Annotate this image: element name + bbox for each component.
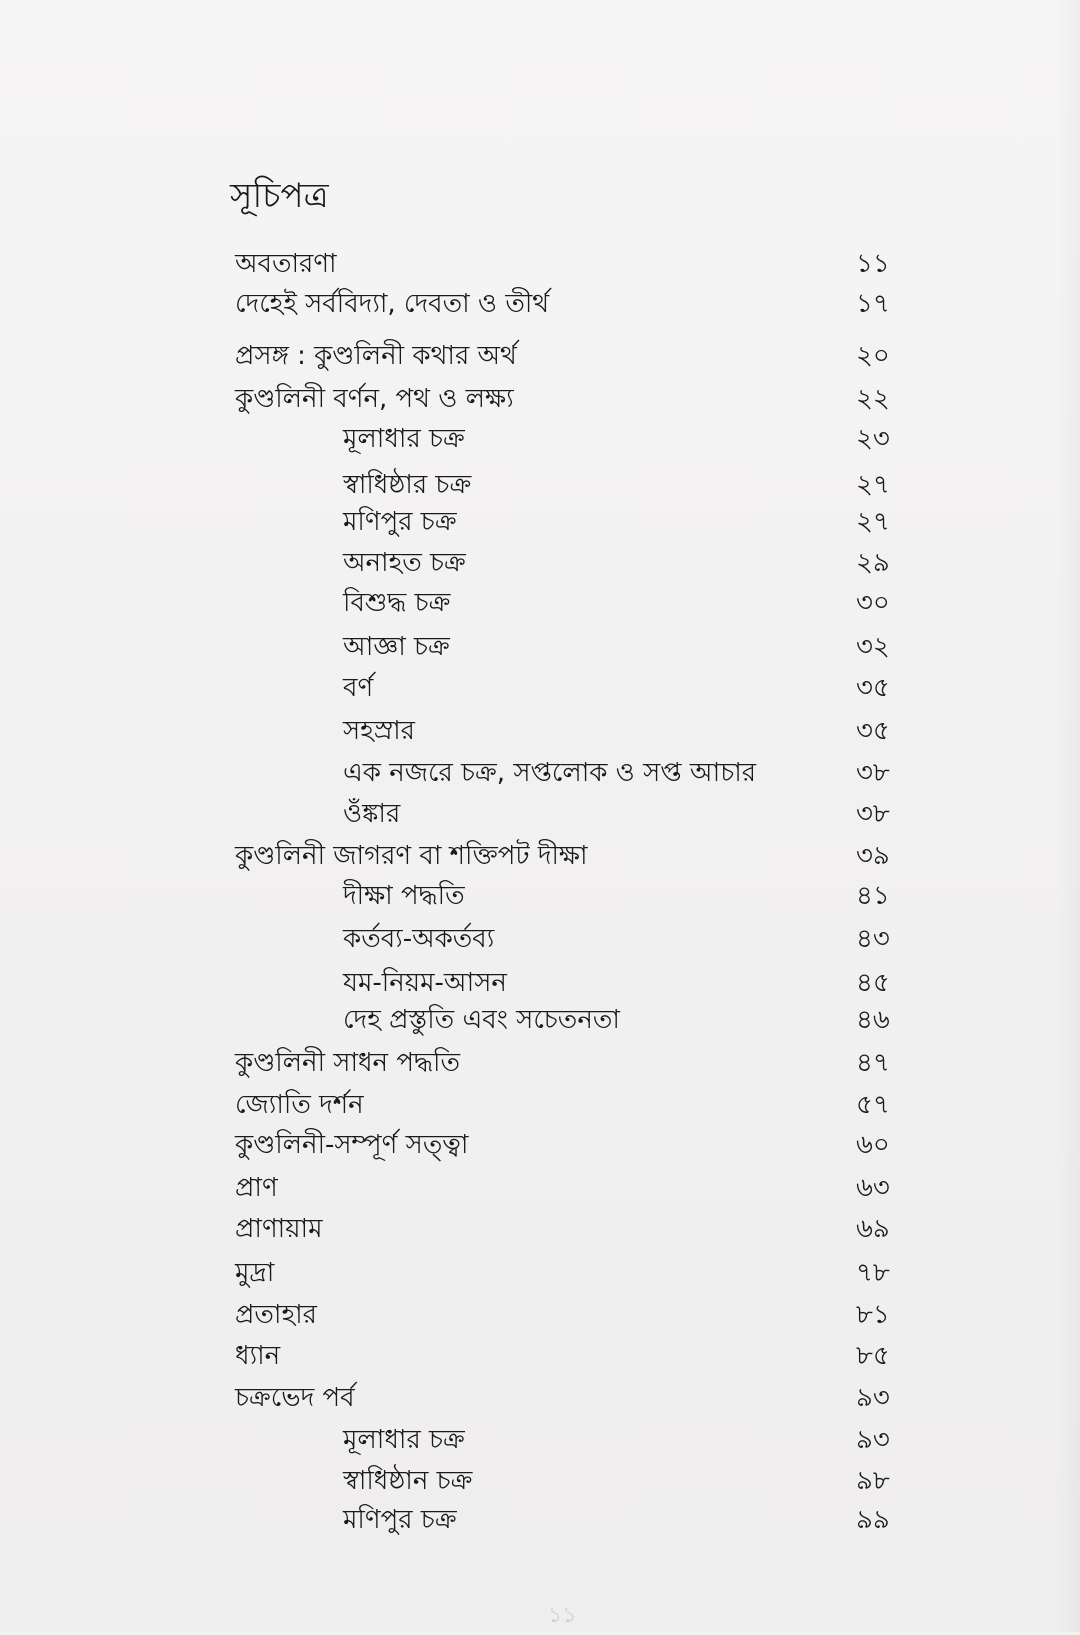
toc-entry-label: দেহ প্রস্তুতি এবং সচেতনতা (343, 1005, 620, 1035)
toc-entry-page: ৩৯ (856, 841, 890, 871)
toc-entry-label: মণিপুর চক্র (343, 1505, 457, 1535)
toc-entry-page: ১১ (856, 249, 890, 279)
toc-entry-label: মণিপুর চক্র (343, 507, 457, 537)
toc-entry-page: ৩৫ (856, 673, 890, 703)
toc-entry-page: ২৯ (856, 548, 890, 578)
toc-entry-page: ২৭ (856, 470, 890, 500)
toc-entry-label: প্রসঙ্গ : কুণ্ডলিনী কথার অর্থ (235, 341, 517, 371)
toc-entry-label: প্রাণায়াম (235, 1214, 323, 1244)
toc-entry-page: ৮৫ (856, 1341, 890, 1371)
toc-entry-label: যম-নিয়ম-আসন (343, 968, 507, 998)
toc-entry-label: সহস্রার (343, 716, 415, 746)
toc-entry-page: ২৭ (856, 507, 890, 537)
toc-entry-label: দেহেই সর্ববিদ্যা, দেবতা ও তীর্থ (235, 289, 550, 319)
toc-entry-label: দীক্ষা পদ্ধতি (343, 881, 465, 911)
page-number: ১১ (548, 1603, 577, 1628)
toc-entry-label: ওঁঙ্কার (343, 799, 401, 829)
toc-entry-page: ৪৬ (856, 1005, 890, 1035)
toc-entry-label: কুণ্ডলিনী-সম্পূর্ণ সত্ত্বা (235, 1130, 469, 1160)
toc-entry-page: ৪৭ (856, 1048, 890, 1078)
toc-entry-label: অবতারণা (235, 249, 337, 279)
toc-entry-label: স্বাধিষ্ঠান চক্র (343, 1466, 473, 1496)
toc-entry-label: আজ্ঞা চক্র (343, 632, 450, 662)
toc-entry-label: মূলাধার চক্র (343, 1425, 465, 1455)
toc-entry-label: বর্ণ (343, 673, 374, 703)
toc-entry-label: কুণ্ডলিনী জাগরণ বা শক্তিপট দীক্ষা (235, 841, 588, 871)
toc-entry-page: ১৭ (856, 289, 890, 319)
toc-entry-label: মূলাধার চক্র (343, 424, 465, 454)
toc-entry-label: কুণ্ডলিনী সাধন পদ্ধতি (235, 1048, 461, 1078)
toc-entry-page: ৯৩ (856, 1383, 890, 1413)
toc-entry-page: ২২ (856, 384, 890, 414)
toc-entry-label: জ্যোতি দর্শন (235, 1090, 364, 1120)
toc-entry-page: ৪৩ (856, 924, 890, 954)
toc-entry-label: স্বাধিষ্ঠার চক্র (343, 470, 472, 500)
toc-entry-page: ৮১ (856, 1300, 890, 1330)
toc-entry-page: ৩২ (856, 632, 890, 662)
toc-entry-label: অনাহত চক্র (343, 548, 466, 578)
toc-entry-page: ৯৩ (856, 1425, 890, 1455)
toc-entry-page: ৫৭ (856, 1090, 890, 1120)
toc-entry-page: ৯৮ (856, 1466, 890, 1496)
toc-entry-page: ৪৫ (856, 968, 890, 998)
toc-entry-label: মুদ্রা (235, 1258, 275, 1288)
toc-entry-page: ৩৮ (856, 758, 890, 788)
toc-entry-label: প্রাণ (235, 1173, 278, 1203)
page-title: সূচিপত্র (230, 176, 329, 216)
toc-entry-page: ৬৯ (856, 1214, 890, 1244)
toc-entry-label: বিশুদ্ধ চক্র (343, 588, 451, 618)
toc-entry-label: চক্রভেদ পর্ব (235, 1383, 355, 1413)
toc-entry-page: ৩৫ (856, 716, 890, 746)
toc-entry-page: ৯৯ (856, 1505, 890, 1535)
toc-entry-page: ৬০ (856, 1130, 890, 1160)
toc-entry-label: এক নজরে চক্র, সপ্তলোক ও সপ্ত আচার (343, 758, 757, 788)
toc-entry-page: ৩০ (856, 588, 890, 618)
toc-entry-page: ২০ (856, 341, 890, 371)
toc-entry-label: কর্তব্য-অকর্তব্য (343, 924, 495, 954)
toc-entry-page: ৭৮ (856, 1258, 890, 1288)
toc-entry-page: ২৩ (856, 424, 890, 454)
toc-entry-page: ৪১ (856, 881, 890, 911)
toc-entry-page: ৩৮ (856, 799, 890, 829)
toc-entry-label: প্রতাহার (235, 1300, 317, 1330)
toc-entry-label: কুণ্ডলিনী বর্ণন, পথ ও লক্ষ্য (235, 384, 514, 414)
toc-entry-label: ধ্যান (235, 1341, 281, 1371)
toc-entry-page: ৬৩ (856, 1173, 890, 1203)
